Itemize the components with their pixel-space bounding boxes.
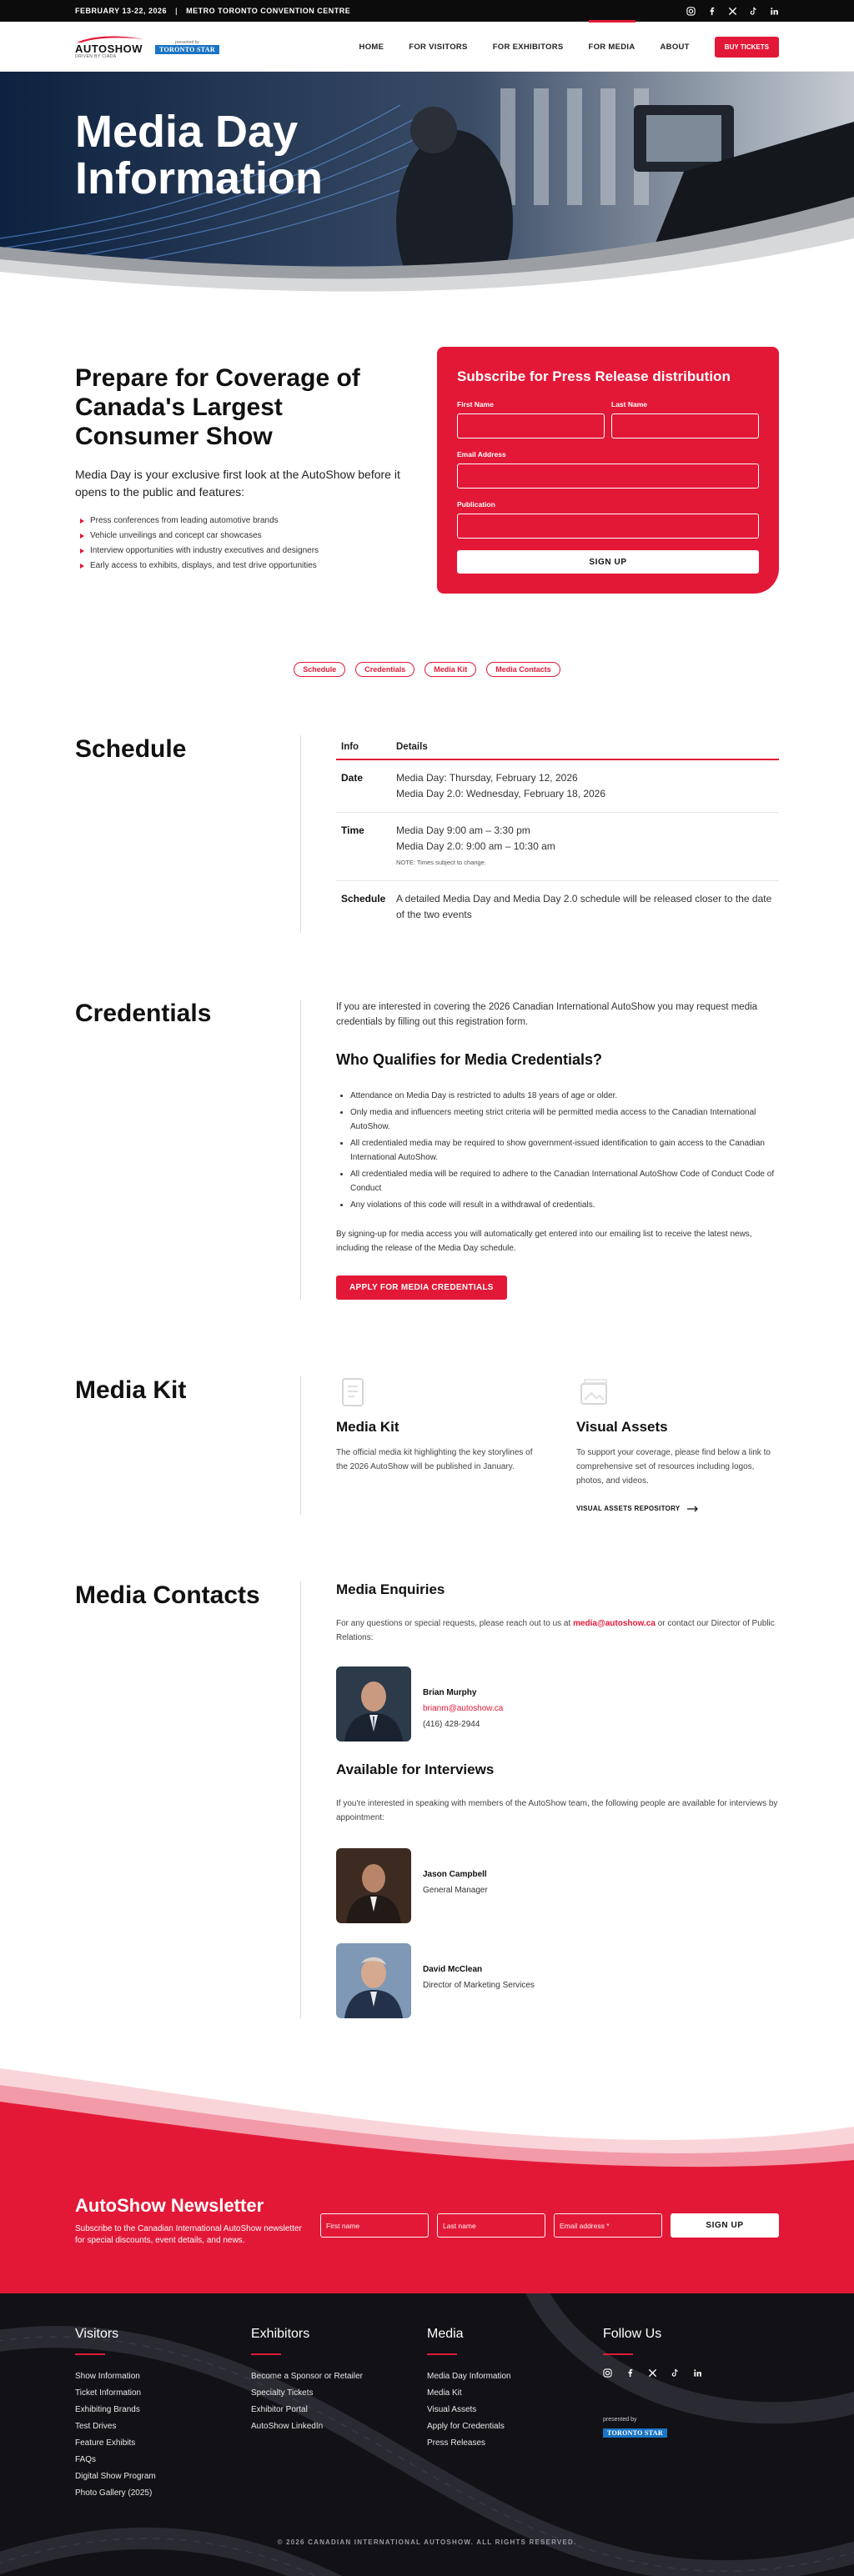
newsletter-form	[320, 2213, 779, 2238]
email-field[interactable]	[457, 464, 759, 489]
visual-assets-link-label: VISUAL ASSETS REPOSITORY	[576, 1505, 681, 1512]
site-header	[0, 22, 854, 72]
pr-email-link[interactable]: brianm@autoshow.ca	[423, 1704, 504, 1713]
top-bar	[0, 0, 854, 22]
row-line: Media Day 9:00 am – 3:30 pm	[396, 824, 530, 836]
site-logo[interactable]	[75, 34, 219, 59]
table-row	[336, 881, 779, 934]
avatar	[336, 1848, 411, 1923]
list-item: • All credentialed media will be required to adhere to the Canadian International AutoShow Code of Conduct Code of Conduct	[350, 1167, 779, 1195]
pr-info	[423, 1666, 503, 1732]
facebook-icon[interactable]	[707, 7, 716, 16]
document-icon	[336, 1376, 369, 1408]
footer-link[interactable]: Media Day Information	[427, 2372, 511, 2381]
intro-section	[75, 347, 779, 594]
partner-presented: presented by	[175, 39, 199, 45]
list-item: Press conferences from leading automotive brands	[75, 516, 404, 525]
interview-info	[423, 1943, 535, 1993]
enquiries-heading: Media Enquiries	[336, 1581, 445, 1597]
first-name-field[interactable]	[457, 413, 605, 439]
first-name-label: First Name	[457, 400, 494, 408]
row-note: NOTE: Times subject to change.	[396, 859, 486, 866]
table-header-row	[336, 735, 779, 759]
facebook-icon[interactable]	[625, 2368, 635, 2380]
publication-label: Publication	[457, 500, 495, 509]
interviews-text: If you're interested in speaking with members of the AutoShow team, the following people are available for interviews by appointment:	[336, 1799, 778, 1822]
anchor-credentials[interactable]: Credentials	[355, 662, 414, 677]
list-item: Early access to exhibits, displays, and test drive opportunities	[75, 561, 404, 570]
anchor-schedule[interactable]: Schedule	[294, 662, 345, 677]
newsletter-signup-button[interactable]: SIGN UP	[671, 2213, 779, 2238]
interview-name: David McClean	[423, 1965, 483, 1974]
list-item: • Any violations of this code will result in a withdrawal of credentials.	[350, 1198, 779, 1212]
interview-info	[423, 1848, 488, 1898]
intro-heading: Prepare for Coverage of Canada's Largest Consumer Show	[75, 364, 360, 450]
enquiries-pre: For any questions or special requests, please reach out to us at	[336, 1619, 574, 1628]
anchor-media-kit[interactable]: Media Kit	[424, 662, 476, 677]
hero-banner	[0, 72, 854, 297]
feature-list	[75, 516, 404, 570]
row-key: Time	[336, 813, 391, 881]
instagram-icon[interactable]	[686, 7, 696, 16]
interview-role: Director of Marketing Services	[423, 1981, 535, 1990]
row-line: Media Day: Thursday, February 12, 2026	[396, 772, 578, 784]
newsletter-title: AutoShow Newsletter	[75, 2195, 264, 2216]
schedule-table	[336, 735, 779, 933]
interview-contact	[336, 1848, 779, 1923]
row-value	[391, 813, 779, 881]
footer-link[interactable]: Show Information	[75, 2372, 140, 2381]
interview-role: General Manager	[423, 1886, 488, 1895]
row-value	[391, 881, 779, 934]
apply-credentials-button[interactable]: APPLY FOR MEDIA CREDENTIALS	[336, 1275, 507, 1300]
tiktok-icon[interactable]	[671, 2368, 680, 2380]
enquiries-post: or contact our Director of Public Relations:	[336, 1619, 775, 1642]
footer-link[interactable]: Ticket Information	[75, 2388, 142, 2398]
x-icon[interactable]	[648, 2368, 657, 2380]
footer-heading: Media	[427, 2327, 464, 2341]
row-key: Date	[336, 759, 391, 813]
credentials-body	[300, 1000, 779, 1300]
footer-presented: presented by	[603, 2417, 637, 2423]
credentials-outro: By signing-up for media access you will automatically get entered into our emailing list to receive the latest news, including the release of the Media Day schedule.	[336, 1230, 752, 1253]
footer-link[interactable]: Become a Sponsor or Retailer	[251, 2372, 363, 2381]
schedule-body	[300, 735, 779, 933]
media-contacts-title: Media Contacts	[75, 1581, 260, 1609]
schedule-section	[75, 735, 779, 933]
row-line: Media Day 2.0: Wednesday, February 18, 2026	[396, 788, 606, 799]
footer-link[interactable]: Specialty Tickets	[251, 2388, 314, 2398]
autoshow-logo	[75, 34, 145, 59]
publication-field[interactable]	[457, 514, 759, 539]
enquiries-text	[336, 1616, 779, 1645]
credentials-title: Credentials	[75, 1000, 212, 1027]
email-label: Email Address	[457, 450, 506, 459]
media-contacts-section	[75, 1581, 779, 2018]
visual-assets-card	[576, 1376, 776, 1515]
linkedin-icon[interactable]	[693, 2368, 702, 2380]
credentials-intro: If you are interested in covering the 2026 Canadian International AutoShow you may request media credentials by filling out this registration form.	[336, 1002, 758, 1027]
media-kit-heading: Media Kit	[336, 1419, 399, 1435]
footer-media	[427, 2327, 603, 2502]
interview-contact	[336, 1943, 779, 2018]
table-row	[336, 759, 779, 813]
media-contacts-body	[300, 1581, 779, 2018]
footer-link[interactable]: Visual Assets	[427, 2405, 477, 2414]
footer-follow	[603, 2327, 779, 2502]
press-subscribe-form	[437, 347, 779, 594]
buy-tickets-button[interactable]: BUY TICKETS	[715, 37, 779, 58]
row-line: Media Day 2.0: 9:00 am – 10:30 am	[396, 840, 555, 852]
images-icon	[576, 1376, 610, 1408]
newsletter-last-name[interactable]: Last name	[437, 2213, 545, 2238]
footer-divider	[603, 2353, 633, 2355]
footer-socials	[603, 2368, 779, 2380]
footer-link[interactable]: AutoShow LinkedIn	[251, 2422, 324, 2431]
pr-name: Brian Murphy	[423, 1688, 477, 1697]
event-info	[75, 7, 350, 15]
nav-for-visitors[interactable]: FOR VISITORS	[409, 42, 468, 52]
arrow-right-icon	[687, 1506, 699, 1512]
footer-link[interactable]: Feature Exhibits	[75, 2438, 136, 2448]
newsletter-section	[0, 2193, 854, 2293]
partner-logo	[155, 40, 219, 54]
copyright: © 2026 CANADIAN INTERNATIONAL AUTOSHOW. ALL RIGHTS RESERVED.	[277, 2538, 577, 2546]
event-dates: FEBRUARY 13-22, 2026	[75, 7, 168, 15]
row-value	[391, 759, 779, 813]
footer-exhibitors	[251, 2327, 427, 2502]
partner-name: TORONTO STAR	[155, 45, 219, 54]
separator: |	[175, 7, 178, 15]
footer-link[interactable]: Digital Show Program	[75, 2472, 156, 2481]
credentials-section	[75, 1000, 779, 1300]
page-title: Media Day Information	[75, 107, 323, 203]
footer-link[interactable]: Media Kit	[427, 2388, 462, 2398]
main-nav	[359, 37, 779, 58]
top-socials	[686, 7, 779, 16]
credentials-subheading: Who Qualifies for Media Credentials?	[336, 1051, 603, 1068]
instagram-icon[interactable]	[603, 2368, 612, 2380]
x-icon[interactable]	[728, 7, 737, 16]
media-kit-card	[336, 1376, 536, 1515]
avatar	[336, 1666, 411, 1742]
logo-wordmark: AUTOSHOW	[75, 43, 143, 55]
section-anchors	[0, 662, 854, 677]
visual-assets-link[interactable]	[576, 1505, 699, 1512]
newsletter-first-name[interactable]: First name	[320, 2213, 429, 2238]
footer-heading: Follow Us	[603, 2327, 662, 2341]
footer-divider	[75, 2353, 105, 2355]
footer-link[interactable]: Apply for Credentials	[427, 2422, 505, 2431]
nav-for-exhibitors[interactable]: FOR EXHIBITORS	[492, 42, 564, 52]
credentials-list	[336, 1089, 779, 1212]
footer-link[interactable]: FAQs	[75, 2455, 97, 2464]
interviews-heading: Available for Interviews	[336, 1762, 495, 1777]
media-kit-section	[75, 1376, 779, 1515]
last-name-field[interactable]	[611, 413, 759, 439]
newsletter-email[interactable]: Email address *	[554, 2213, 662, 2238]
list-item: • Only media and influencers meeting strict criteria will be permitted media access to the Canadian International AutoShow.	[350, 1105, 779, 1134]
footer-link[interactable]: Test Drives	[75, 2422, 117, 2431]
list-item: • Attendance on Media Day is restricted to adults 18 years of age or older.	[350, 1089, 779, 1103]
footer-link[interactable]: Photo Gallery (2025)	[75, 2488, 153, 2498]
footer-heading: Exhibitors	[251, 2327, 310, 2341]
pr-contact	[336, 1666, 779, 1742]
row-line: A detailed Media Day and Media Day 2.0 schedule will be released closer to the date of the two events	[396, 893, 772, 920]
list-item: Vehicle unveilings and concept car showcases	[75, 531, 404, 540]
footer-divider	[251, 2353, 281, 2355]
list-item: • All credentialed media may be required to show government-issued identification to gain access to the Canadian International AutoShow.	[350, 1136, 779, 1165]
media-email-link[interactable]: media@autoshow.ca	[573, 1619, 656, 1628]
newsletter-text: Subscribe to the Canadian International AutoShow newsletter for special discounts, event details, and news.	[75, 2224, 302, 2245]
intro-lead: Media Day is your exclusive first look at the AutoShow before it opens to the public and features:	[75, 468, 400, 499]
col-info: Info	[336, 735, 391, 759]
tiktok-icon[interactable]	[749, 7, 758, 16]
site-footer	[0, 2293, 854, 2576]
logo-tagline: DRIVEN BY CIADA	[75, 54, 117, 59]
footer-partner-name[interactable]: TORONTO STAR	[603, 2428, 667, 2438]
footer-heading: Visitors	[75, 2327, 119, 2341]
nav-home[interactable]: HOME	[359, 42, 384, 52]
pr-phone: (416) 428-2944	[423, 1720, 480, 1729]
footer-link[interactable]: Exhibitor Portal	[251, 2405, 308, 2414]
interview-name: Jason Campbell	[423, 1870, 487, 1879]
footer-partner	[603, 2417, 779, 2439]
intro-text	[75, 347, 404, 594]
col-details: Details	[391, 735, 779, 759]
media-kit-body	[300, 1376, 779, 1515]
anchor-media-contacts[interactable]: Media Contacts	[486, 662, 560, 677]
footer-link[interactable]: Press Releases	[427, 2438, 486, 2448]
avatar	[336, 1943, 411, 2018]
subscribe-title: Subscribe for Press Release distribution	[457, 368, 731, 384]
nav-about[interactable]: ABOUT	[660, 42, 690, 52]
table-row	[336, 813, 779, 881]
signup-button[interactable]: SIGN UP	[457, 550, 759, 574]
footer-link[interactable]: Exhibiting Brands	[75, 2405, 140, 2414]
media-kit-title: Media Kit	[75, 1376, 187, 1404]
visual-assets-text: To support your coverage, please find below a link to comprehensive set of resources including logos, photos, and videos.	[576, 1448, 771, 1486]
list-item: Interview opportunities with industry executives and designers	[75, 546, 404, 555]
nav-for-media[interactable]: FOR MEDIA	[589, 38, 635, 57]
newsletter-wave	[0, 2068, 854, 2193]
linkedin-icon[interactable]	[770, 7, 779, 16]
footer-divider	[427, 2353, 457, 2355]
visual-assets-heading: Visual Assets	[576, 1419, 668, 1435]
last-name-label: Last Name	[611, 400, 647, 408]
row-key: Schedule	[341, 893, 386, 905]
schedule-title: Schedule	[75, 735, 187, 763]
footer-visitors	[75, 2327, 251, 2502]
media-kit-text: The official media kit highlighting the key storylines of the 2026 AutoShow will be published in January.	[336, 1448, 533, 1471]
event-venue: METRO TORONTO CONVENTION CENTRE	[186, 7, 351, 15]
